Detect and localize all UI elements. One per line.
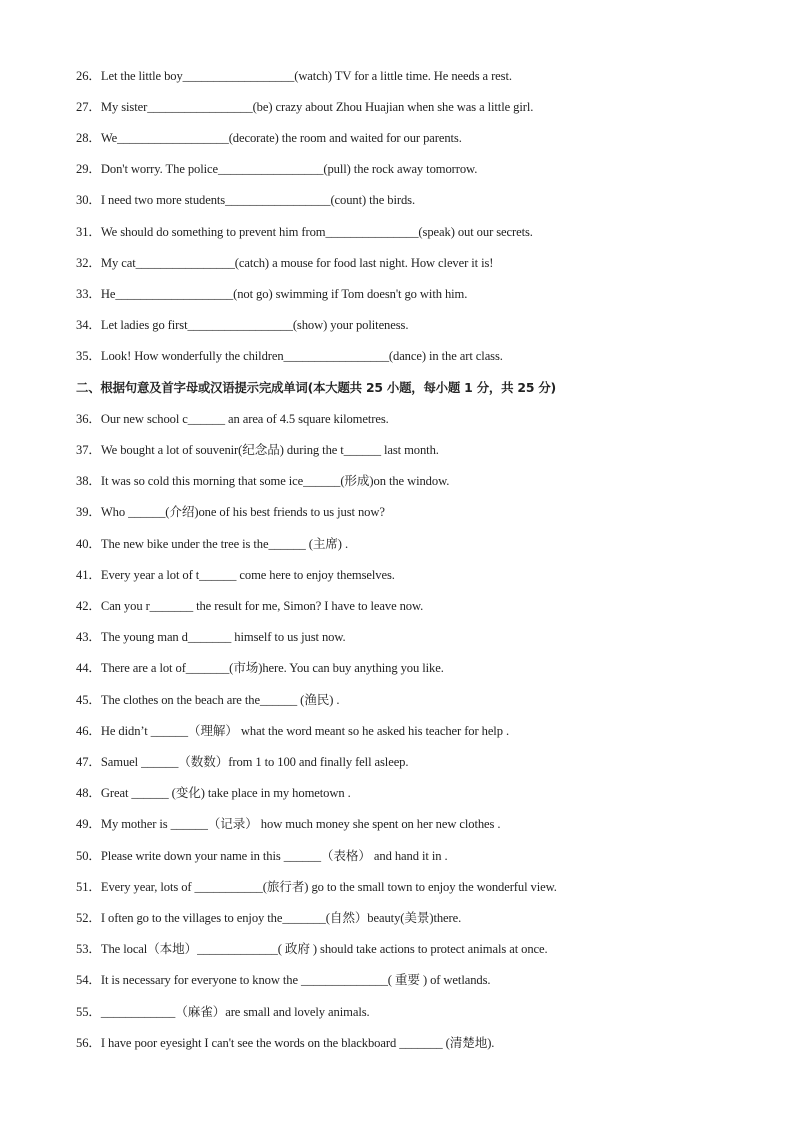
question-34: 34．Let ladies go first_________________(show) your politeness. (76, 318, 409, 332)
question-41: 41．Every year a lot of t______ come here to enjoy themselves. (76, 568, 395, 582)
question-49: 49．My mother is ______（记录） how much money she spent on her new clothes . (76, 817, 501, 831)
question-52: 52．I often go to the villages to enjoy the_______(自然）beauty(美景)there. (76, 911, 462, 925)
question-46: 46．He didn’t ______（理解） what the word meant so he asked his teacher for help . (76, 724, 510, 738)
question-28: 28．We__________________(decorate) the room and waited for our parents. (76, 131, 462, 145)
question-45: 45．The clothes on the beach are the______ (渔民) . (76, 693, 340, 707)
question-50: 50．Please write down your name in this ______（表格） and hand it in . (76, 849, 448, 863)
question-53: 53．The local（本地）_____________( 政府 ) should take actions to protect animals at once. (76, 942, 548, 956)
question-55: 55．____________（麻雀）are small and lovely animals. (76, 1005, 370, 1019)
question-35: 35．Look! How wonderfully the children_________________(dance) in the art class. (76, 349, 503, 363)
question-39: 39．Who ______(介绍)one of his best friends to us just now? (76, 505, 385, 519)
question-42: 42．Can you r_______ the result for me, Simon? I have to leave now. (76, 599, 424, 613)
question-30: 30．I need two more students_________________(count) the birds. (76, 193, 416, 207)
question-27: 27．My sister_________________(be) crazy about Zhou Huajian when she was a little girl. (76, 100, 534, 114)
question-31: 31．We should do something to prevent him from_______________(speak) out our secrets. (76, 225, 533, 239)
question-40: 40．The new bike under the tree is the______ (主席) . (76, 537, 348, 551)
section-heading: 二、根据句意及首字母或汉语提示完成单词(本大题共 25 小题，每小题 1 分，共 25 分) (76, 380, 557, 395)
question-51: 51．Every year, lots of ___________(旅行者) go to the small town to enjoy the wonderful view. (76, 880, 557, 894)
question-54: 54．It is necessary for everyone to know the ______________( 重要 ) of wetlands. (76, 973, 491, 987)
question-29: 29．Don't worry. The police_________________(pull) the rock away tomorrow. (76, 162, 478, 176)
question-44: 44．There are a lot of_______(市场)here. You can buy anything you like. (76, 661, 444, 675)
question-26: 26．Let the little boy__________________(watch) TV for a little time. He needs a rest. (76, 69, 512, 83)
question-32: 32．My cat________________(catch) a mouse for food last night. How clever it is! (76, 256, 494, 270)
question-56: 56．I have poor eyesight I can't see the words on the blackboard _______ (清楚地). (76, 1036, 495, 1050)
question-38: 38．It was so cold this morning that some ice______(形成)on the window. (76, 474, 450, 488)
question-33: 33．He___________________(not go) swimming if Tom doesn't go with him. (76, 287, 468, 301)
question-37: 37．We bought a lot of souvenir(纪念品) during the t______ last month. (76, 443, 439, 457)
question-36: 36．Our new school c______ an area of 4.5 square kilometres. (76, 412, 389, 426)
question-47: 47．Samuel ______（数数）from 1 to 100 and finally fell asleep. (76, 755, 409, 769)
question-43: 43．The young man d_______ himself to us just now. (76, 630, 346, 644)
question-48: 48．Great ______ (变化) take place in my hometown . (76, 786, 351, 800)
